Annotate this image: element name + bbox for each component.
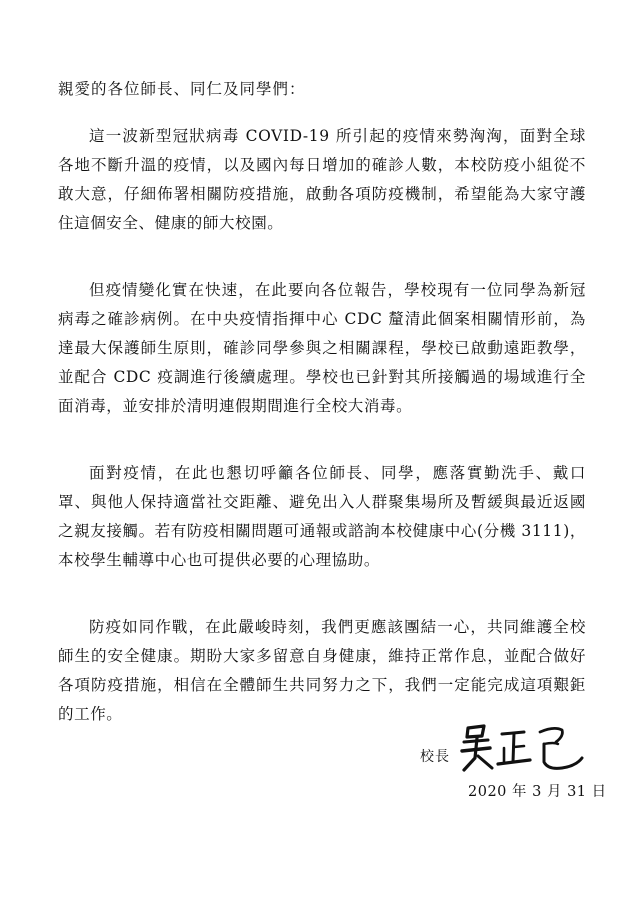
signer-title: 校長 <box>420 749 450 765</box>
salutation: 親愛的各位師長、同仁及同學們： <box>58 80 306 98</box>
paragraph-3: 面對疫情，在此也懇切呼籲各位師長、同學，應落實勤洗手、戴口罩、與他人保持適當社交距離、避免出入人群聚集場所及暫緩與最近返國之親友接觸。若有防疫相關問題可通報或諮詢本校健康中心(分機 3111)，本校學生輔導中心也可提供必要的心理協助。 <box>58 464 586 569</box>
paragraph-4: 防疫如同作戰，在此嚴峻時刻，我們更應該團結一心，共同維護全校師生的安全健康。期盼大家多留意自身健康，維持正常作息，並配合做好各項防疫措施，相信在全體師生共同努力之下，我們一定能完成這項艱鉅的工作。 <box>58 618 586 723</box>
paragraph-1: 這一波新型冠狀病毒 COVID-19 所引起的疫情來勢洶洶，面對全球各地不斷升溫的疫情，以及國內每日增加的確診人數，本校防疫小組從不敢大意，仔細佈署相關防疫措施，啟動各項防疫機制，希望能為大家守護住這個安全、健康的師大校園。 <box>58 127 586 232</box>
handwritten-signature <box>458 718 586 776</box>
paragraph-2: 但疫情變化實在快速，在此要向各位報告，學校現有一位同學為新冠病毒之確診病例。在中央疫情指揮中心 CDC 釐清此個案相關情形前，為達最大保護師生原則，確診同學參與之相關課程，學校已啟動遠距教學，並配合 CDC 疫調進行後續處理。學校也已針對其所接觸過的場域進行全面消毒，並安排於清明連假期間進行全校大消毒。 <box>58 281 586 415</box>
signature-block <box>420 718 590 778</box>
letter-date: 2020 年 3 月 31 日 <box>468 784 607 800</box>
letter-body <box>58 78 586 767</box>
